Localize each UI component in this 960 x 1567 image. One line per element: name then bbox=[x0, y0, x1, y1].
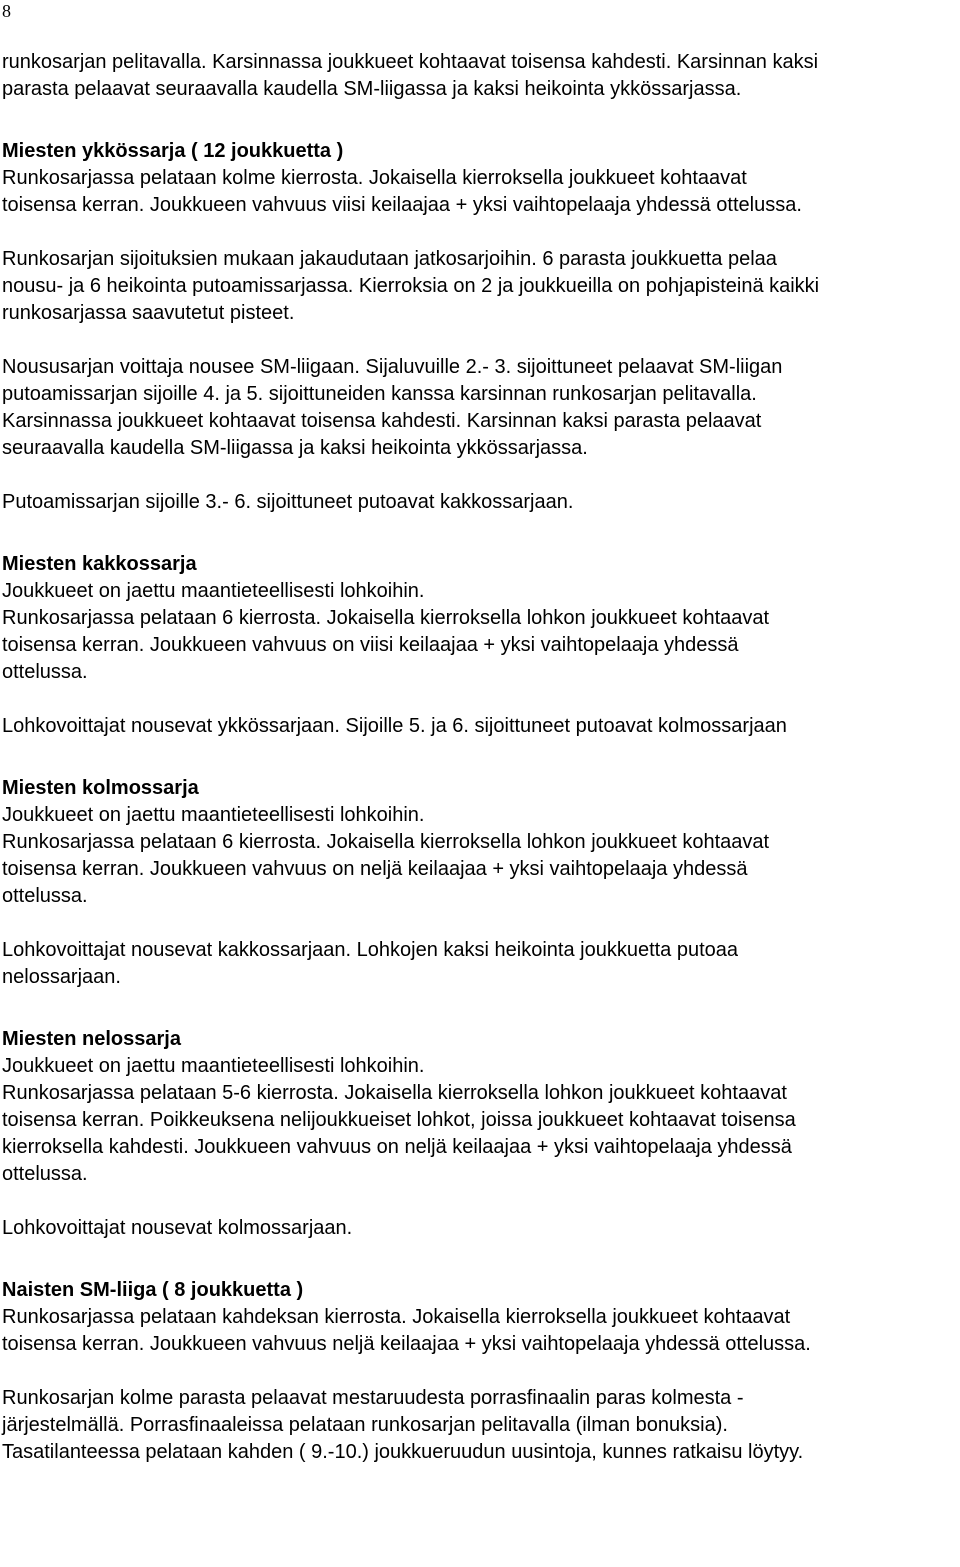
section-naisten-sm-liiga bbox=[2, 1277, 960, 1466]
text-line: Runkosarjan sijoituksien mukaan jakaudutaan jatkosarjoihin. 6 parasta joukkuetta pelaa bbox=[2, 248, 777, 270]
text-line: Runkosarjassa pelataan 5-6 kierrosta. Jokaisella kierroksella lohkon joukkueet kohtaavat bbox=[2, 1082, 787, 1104]
text-line: toisensa kerran. Poikkeuksena nelijoukkueiset lohkot, joissa joukkueet kohtaavat toisensa bbox=[2, 1109, 796, 1131]
document-body bbox=[2, 49, 960, 1466]
text-line: nelossarjaan. bbox=[2, 966, 121, 988]
text-line: Noususarjan voittaja nousee SM-liigaan. Sijaluvuille 2.- 3. sijoittuneet pelaavat SM-liigan bbox=[2, 356, 783, 378]
text-line: putoamissarjan sijoille 4. ja 5. sijoittuneiden kanssa karsinnan runkosarjan pelitavalla. bbox=[2, 383, 757, 405]
text-line: runkosarjan pelitavalla. Karsinnassa joukkueet kohtaavat toisensa kahdesti. Karsinnan kaksi bbox=[2, 51, 819, 73]
text-line: seuraavalla kaudella SM-liigassa ja kaksi heikointa ykkössarjassa. bbox=[2, 437, 588, 459]
text-line: Putoamissarjan sijoille 3.- 6. sijoittuneet putoavat kakkossarjaan. bbox=[2, 491, 574, 513]
text-line: Runkosarjan kolme parasta pelaavat mestaruudesta porrasfinaalin paras kolmesta - bbox=[2, 1387, 744, 1409]
text-line: kierroksella kahdesti. Joukkueen vahvuus on neljä keilaajaa + yksi vaihtopelaaja yhdessä bbox=[2, 1136, 792, 1158]
text-line: Lohkovoittajat nousevat kakkossarjaan. Lohkojen kaksi heikointa joukkuetta putoaa bbox=[2, 939, 739, 961]
text-line: runkosarjassa saavutetut pisteet. bbox=[2, 302, 295, 324]
text-line: toisensa kerran. Joukkueen vahvuus viisi keilaajaa + yksi vaihtopelaaja yhdessä ottelussa. bbox=[2, 194, 802, 216]
text-line: Lohkovoittajat nousevat ykkössarjaan. Sijoille 5. ja 6. sijoittuneet putoavat kolmossarjaan bbox=[2, 715, 787, 737]
text-line: parasta pelaavat seuraavalla kaudella SM-liigassa ja kaksi heikointa ykkössarjassa. bbox=[2, 78, 742, 100]
text-line: Joukkueet on jaettu maantieteellisesti lohkoihin. bbox=[2, 1055, 425, 1077]
text-line: Joukkueet on jaettu maantieteellisesti lohkoihin. bbox=[2, 804, 425, 826]
text-line: nousu- ja 6 heikointa putoamissarjassa. Kierroksia on 2 ja joukkueilla on pohjapisteinä kaikki bbox=[2, 275, 820, 297]
section-nelossarja bbox=[2, 1026, 960, 1242]
section-heading: Miesten nelossarja bbox=[2, 1028, 181, 1050]
text-line: ottelussa. bbox=[2, 1163, 88, 1185]
text-line: Runkosarjassa pelataan 6 kierrosta. Jokaisella kierroksella lohkon joukkueet kohtaavat bbox=[2, 607, 770, 629]
text-line: toisensa kerran. Joukkueen vahvuus on viisi keilaajaa + yksi vaihtopelaaja yhdessä bbox=[2, 634, 739, 656]
text-line: toisensa kerran. Joukkueen vahvuus neljä keilaajaa + yksi vaihtopelaaja yhdessä ottelussa. bbox=[2, 1333, 811, 1355]
section-kakkossarja bbox=[2, 551, 960, 740]
section-heading: Miesten kakkossarja bbox=[2, 553, 197, 575]
text-line: Karsinnassa joukkueet kohtaavat toisensa kahdesti. Karsinnan kaksi parasta pelaavat bbox=[2, 410, 762, 432]
text-line: Runkosarjassa pelataan 6 kierrosta. Jokaisella kierroksella lohkon joukkueet kohtaavat bbox=[2, 831, 770, 853]
text-line: Runkosarjassa pelataan kahdeksan kierrosta. Jokaisella kierroksella joukkueet kohtaavat bbox=[2, 1306, 791, 1328]
text-line: Runkosarjassa pelataan kolme kierrosta. Jokaisella kierroksella joukkueet kohtaavat bbox=[2, 167, 747, 189]
text-line: ottelussa. bbox=[2, 661, 88, 683]
text-line: järjestelmällä. Porrasfinaaleissa pelataan runkosarjan pelitavalla (ilman bonuksia). bbox=[2, 1414, 728, 1436]
section-heading: Naisten SM-liiga ( 8 joukkuetta ) bbox=[2, 1279, 304, 1301]
text-line: Joukkueet on jaettu maantieteellisesti lohkoihin. bbox=[2, 580, 425, 602]
text-line: ottelussa. bbox=[2, 885, 88, 907]
text-line: toisensa kerran. Joukkueen vahvuus on neljä keilaajaa + yksi vaihtopelaaja yhdessä bbox=[2, 858, 748, 880]
text-line: Lohkovoittajat nousevat kolmossarjaan. bbox=[2, 1217, 353, 1239]
section-heading: Miesten kolmossarja bbox=[2, 777, 199, 799]
section-kolmossarja bbox=[2, 775, 960, 991]
section-ykkossarja bbox=[2, 138, 960, 516]
page-number: 8 bbox=[2, 1, 11, 21]
intro-paragraph bbox=[2, 49, 960, 103]
section-heading: Miesten ykkössarja ( 12 joukkuetta ) bbox=[2, 140, 344, 162]
text-line: Tasatilanteessa pelataan kahden ( 9.-10.) joukkueruudun uusintoja, kunnes ratkaisu löytyy. bbox=[2, 1441, 804, 1463]
